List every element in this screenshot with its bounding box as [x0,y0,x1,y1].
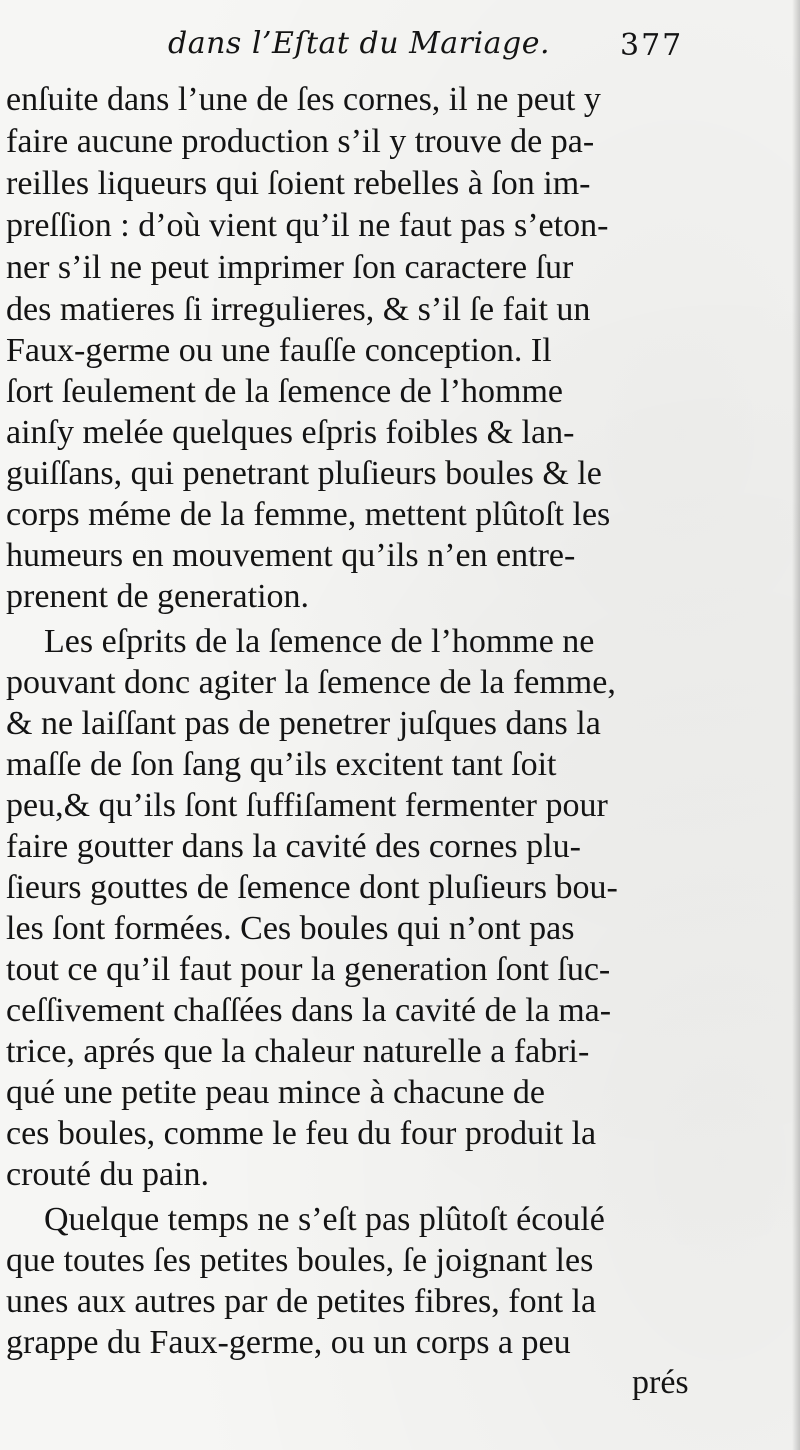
text-line: ſieurs gouttes de ſemence dont pluſieurs bou- [6,869,618,906]
text-line: ainſy melée quelques eſpris foibles & lan- [6,414,575,451]
text-line: faire goutter dans la cavité des cornes plu- [6,828,581,865]
text-line: reilles liqueurs qui ſoient rebelles à ſon im- [6,165,591,202]
text-line: maſſe de ſon ſang qu’ils excitent tant ſoit [6,746,557,783]
text-line: ceſſivement chaſſées dans la cavité de la ma- [6,992,612,1029]
text-line: tout ce qu’il faut pour la generation ſont ſuc- [6,951,611,988]
text-line: preſſion : d’où vient qu’il ne faut pas s’eton- [6,207,609,244]
running-title: dans l’Eſtat du Mariage. [168,26,550,61]
text-line: crouté du pain. [6,1156,209,1193]
text-line: les ſont formées. Ces boules qui n’ont pas [6,910,575,947]
text-line: humeurs en mouvement qu’ils n’en entre- [6,537,576,574]
catchword: prés [632,1364,689,1401]
paragraph-start-line: Les eſprits de la ſemence de l’homme ne [44,623,595,660]
text-line: peu,& qu’ils ſont ſuffiſament fermenter pour [6,787,608,824]
text-line: que toutes ſes petites boules, ſe joignant les [6,1242,594,1279]
paragraph-start-line: Quelque temps ne s’eſt pas plûtoſt écoulé [44,1201,605,1238]
text-line: & ne laiſſant pas de penetrer juſques dans la [6,705,601,742]
text-line: ces boules, comme le feu du four produit la [6,1115,597,1152]
text-line: trice, aprés que la chaleur naturelle a fabri- [6,1033,590,1070]
text-line: des matieres ſi irregulieres, & s’il ſe fait un [6,291,591,328]
text-line: grappe du Faux-germe, ou un corps a peu [6,1324,571,1361]
text-line: Faux-germe ou une fauſſe conception. Il [6,332,552,369]
text-line: pouvant donc agiter la ſemence de la femme, [6,664,616,701]
text-line: faire aucune production s’il y trouve de pa- [6,123,595,160]
text-line: guiſſans, qui penetrant pluſieurs boules & le [6,455,602,492]
text-line: unes aux autres par de petites fibres, font la [6,1283,597,1320]
page-number: 377 [620,28,684,63]
text-line: prenent de generation. [6,578,310,615]
text-line: enſuite dans l’une de ſes cornes, il ne peut y [6,81,601,118]
text-line: qué une petite peau mince à chacune de [6,1074,546,1111]
text-line: corps méme de la femme, mettent plûtoſt les [6,496,611,533]
text-line: ſort ſeulement de la ſemence de l’homme [6,373,563,410]
text-line: ner s’il ne peut imprimer ſon caractere ſur [6,249,574,286]
